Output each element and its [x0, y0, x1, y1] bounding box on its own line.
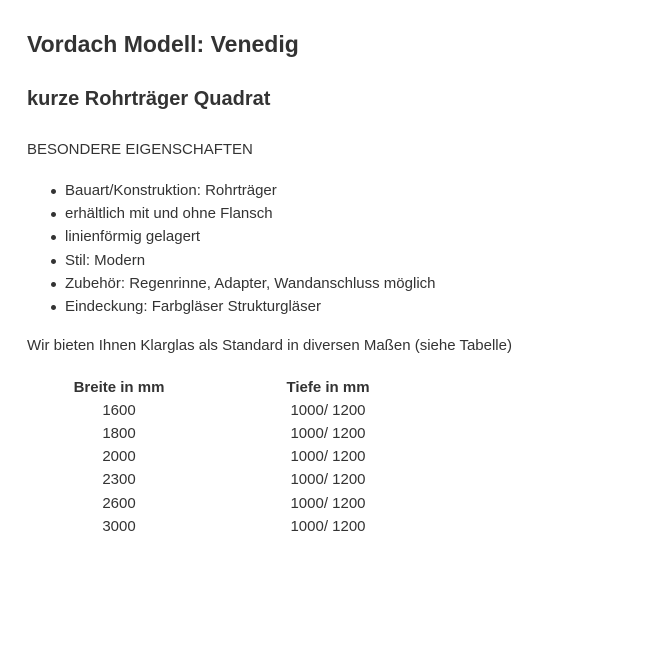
- list-item: [27, 250, 436, 273]
- bullet-icon: [51, 189, 56, 194]
- table-row: [52, 422, 390, 445]
- table-row: [52, 399, 390, 422]
- feature-text: Eindeckung: Farbgläser Strukturgläser: [65, 297, 321, 315]
- cell-width: 1600: [102, 401, 136, 419]
- list-item: [27, 226, 436, 249]
- feature-text: linienförmig gelagert: [65, 228, 201, 246]
- cell-depth: 1000/ 1200: [290, 517, 366, 535]
- cell-width: 2000: [102, 448, 136, 466]
- cell-width: 2300: [102, 471, 136, 489]
- table-row: [52, 492, 390, 515]
- cell-depth: 1000/ 1200: [290, 448, 366, 466]
- list-item: [27, 203, 436, 226]
- features-list: [27, 180, 436, 319]
- header-width: Breite in mm: [73, 378, 165, 396]
- list-item: [27, 180, 436, 203]
- sizes-table: [52, 376, 390, 538]
- table-row: [52, 469, 390, 492]
- cell-width: 2600: [102, 494, 136, 512]
- list-item: [27, 296, 436, 319]
- section-label: BESONDERE EIGENSCHAFTEN: [27, 141, 253, 158]
- table-row: [52, 515, 390, 538]
- cell-depth: 1000/ 1200: [290, 401, 366, 419]
- table-row: [52, 446, 390, 469]
- feature-text: Stil: Modern: [65, 251, 146, 269]
- bullet-icon: [51, 282, 56, 287]
- feature-text: Bauart/Konstruktion: Rohrträger: [65, 182, 277, 199]
- list-item: [27, 273, 436, 296]
- cell-width: 1800: [102, 424, 136, 442]
- intro-text: Wir bieten Ihnen Klarglas als Standard in diversen Maßen (siehe Tabelle): [27, 337, 512, 354]
- page-title: Vordach Modell: Venedig: [27, 31, 299, 57]
- table-header-row: [52, 376, 390, 399]
- feature-text: erhältlich mit und ohne Flansch: [65, 205, 273, 223]
- feature-text: Zubehör: Regenrinne, Adapter, Wandanschluss möglich: [65, 274, 436, 292]
- bullet-icon: [51, 212, 56, 217]
- bullet-icon: [51, 235, 56, 240]
- cell-depth: 1000/ 1200: [290, 471, 366, 489]
- cell-depth: 1000/ 1200: [290, 494, 366, 512]
- bullet-icon: [51, 305, 56, 310]
- cell-width: 3000: [102, 517, 136, 535]
- bullet-icon: [51, 259, 56, 264]
- header-depth: Tiefe in mm: [286, 378, 370, 396]
- page-subtitle: kurze Rohrträger Quadrat: [27, 88, 271, 110]
- cell-depth: 1000/ 1200: [290, 424, 366, 442]
